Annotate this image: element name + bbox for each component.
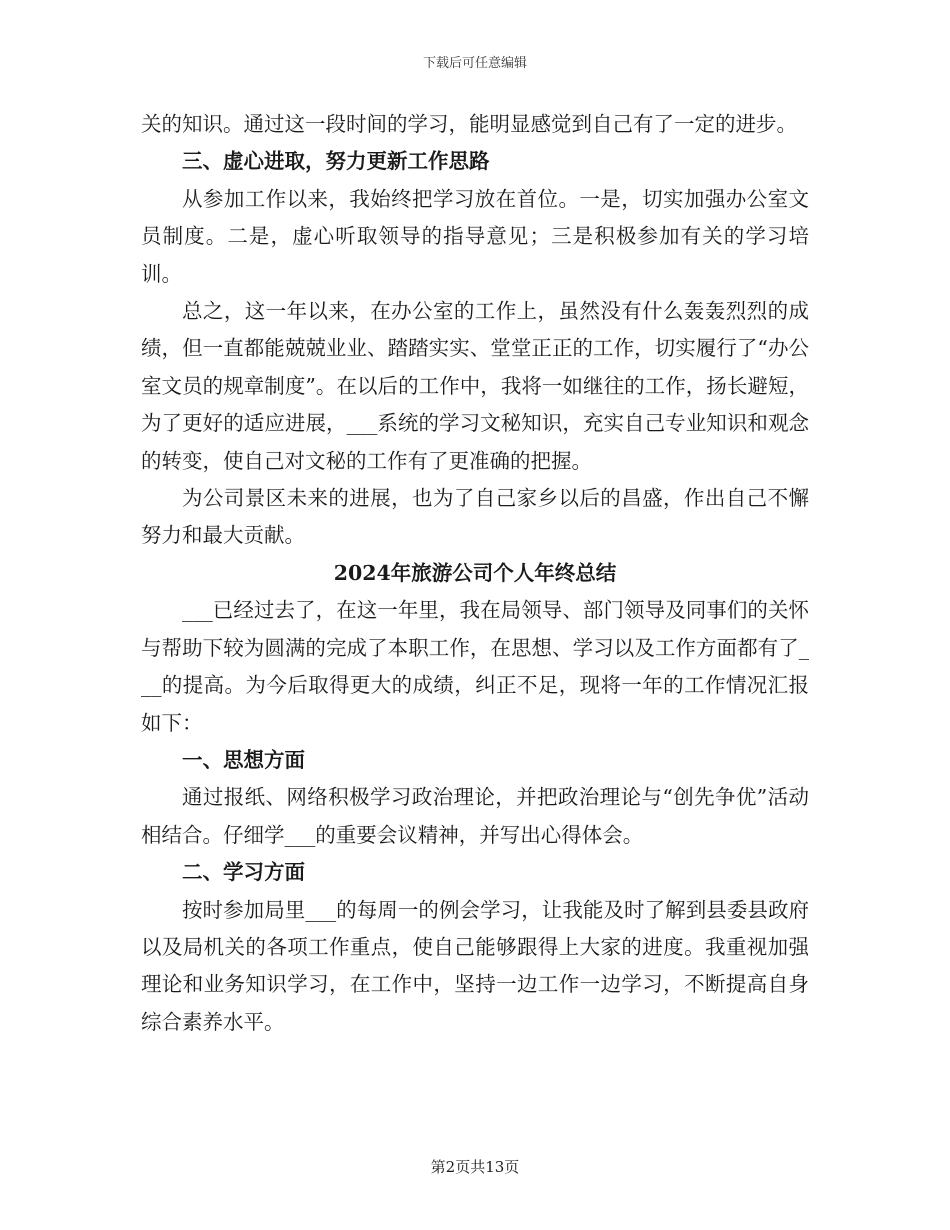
- paragraph-intro: ___已经过去了，在这一年里，我在局领导、部门领导及同事们的关怀与帮助下较为圆满的完成了本职工作，在思想、学习以及工作方面都有了___的提高。为今后取得更大的成绩，纠正不足，现将一年的工作情况汇报如下：: [141, 598, 809, 735]
- paragraph-summary: 总之，这一年以来，在办公室的工作上，虽然没有什么轰轰烈烈的成绩，但一直都能兢兢业业、踏踏实实、堂堂正正的工作，切实履行了“办公室文员的规章制度”。在以后的工作中，我将一如继往的工作，扬长避短，为了更好的适应进展，___系统的学习文秘知识，充实自己专业知识和观念的转变，使自己对文秘的工作有了更准确的把握。: [141, 299, 809, 473]
- section-heading-one: 一、思想方面: [182, 747, 305, 772]
- section-heading-two: 二、学习方面: [182, 860, 305, 885]
- paragraph-thought: 通过报纸、网络积极学习政治理论，并把政治理论与“创先争优”活动相结合。仔细学___的重要会议精神，并写出心得体会。: [141, 785, 809, 847]
- document-title: 2024年旅游公司个人年终总结: [333, 560, 617, 585]
- paragraph-contribution: 为公司景区未来的进展，也为了自己家乡以后的昌盛，作出自己不懈努力和最大贡献。: [141, 486, 809, 548]
- paragraph-study-first: 从参加工作以来，我始终把学习放在首位。一是，切实加强办公室文员制度。二是，虚心听取领导的指导意见；三是积极参加有关的学习培训。: [141, 186, 809, 286]
- page-number: 第2页共13页: [430, 1158, 520, 1176]
- paragraph-learning: 按时参加局里___的每周一的例会学习，让我能及时了解到县委县政府以及局机关的各项工作重点，使自己能够跟得上大家的进度。我重视加强理论和业务知识学习，在工作中，坚持一边工作一边学习，不断提高自身综合素养水平。: [141, 897, 809, 1034]
- section-heading-three: 三、虚心进取，努力更新工作思路: [182, 149, 490, 174]
- page-header-note: 下载后可任意编辑: [422, 56, 527, 71]
- document-body: [141, 106, 809, 1041]
- paragraph-continuation: 关的知识。通过这一段时间的学习，能明显感觉到自己有了一定的进步。: [141, 112, 797, 136]
